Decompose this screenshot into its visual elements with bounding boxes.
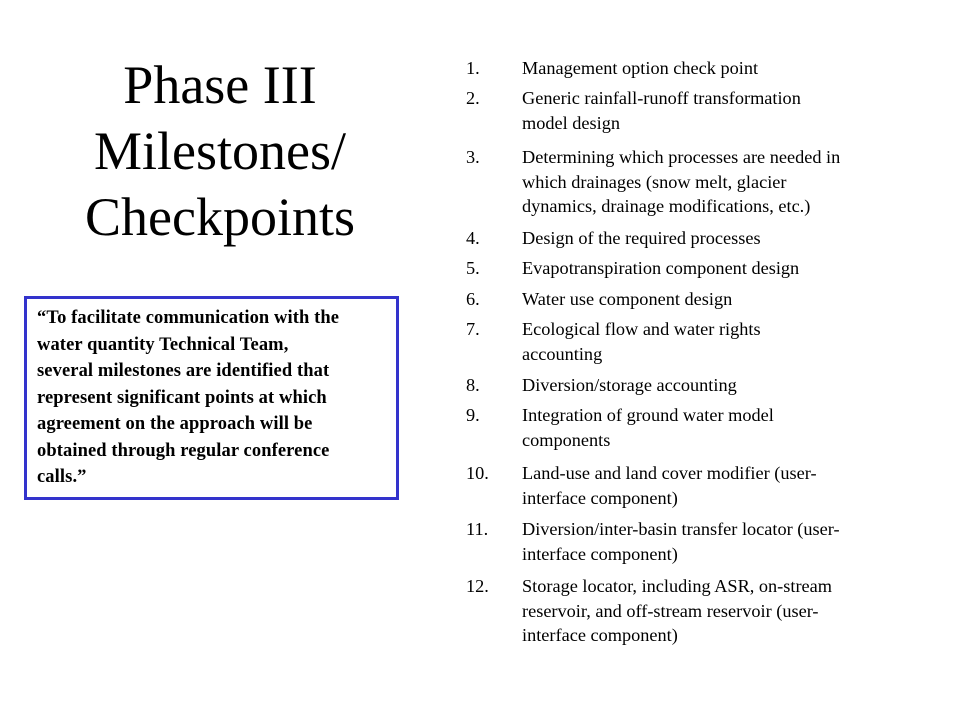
quote-line: calls.”: [37, 467, 87, 487]
quote-box: [24, 296, 399, 500]
milestone-number: 11.: [466, 519, 489, 539]
milestone-text: [522, 86, 936, 135]
milestone-line: which drainages (snow melt, glacier: [522, 171, 787, 192]
milestone-number: 2.: [466, 88, 480, 108]
milestone-line: Diversion/inter-basin transfer locator (user-: [522, 519, 840, 539]
milestone-line: interface component): [522, 625, 678, 645]
milestone-number: 12.: [466, 576, 489, 596]
milestone-line: interface component): [522, 487, 678, 508]
milestone-number: 6.: [466, 289, 480, 309]
milestone-line: accounting: [522, 343, 603, 364]
quote-line: water quantity Technical Team,: [37, 334, 289, 355]
quote-line: represent significant points at which: [37, 387, 327, 408]
quote-line: several milestones are identified that: [37, 361, 330, 381]
milestone-number: 9.: [466, 405, 480, 425]
milestone-text: [522, 317, 936, 366]
quote-line: obtained through regular conference: [37, 440, 330, 461]
milestone-number: 5.: [466, 258, 480, 278]
quote-line: “To facilitate communication with the: [37, 308, 340, 328]
milestone-line: Integration of ground water model: [522, 405, 774, 425]
milestone-text: [522, 373, 936, 398]
milestone-line: model design: [522, 112, 620, 133]
milestone-number: 3.: [466, 147, 480, 167]
title-line: Checkpoints: [85, 187, 355, 247]
milestone-line: reservoir, and off-stream reservoir (user-: [522, 600, 819, 621]
milestone-line: Determining which processes are needed in: [522, 147, 841, 167]
milestone-line: Storage locator, including ASR, on-stream: [522, 576, 832, 596]
milestone-number: 8.: [466, 375, 480, 395]
milestone-text: [522, 574, 936, 648]
milestone-text: [522, 145, 936, 219]
milestone-text: [522, 226, 936, 251]
milestone-line: Evapotranspiration component design: [522, 258, 800, 278]
milestone-line: Land-use and land cover modifier (user-: [522, 463, 817, 483]
title-line: Milestones/: [94, 121, 346, 181]
milestone-line: dynamics, drainage modifications, etc.): [522, 196, 811, 216]
milestone-line: Water use component design: [522, 289, 733, 309]
milestone-text: [522, 403, 936, 452]
milestone-number: 1.: [466, 58, 480, 78]
milestone-line: interface component): [522, 543, 678, 564]
milestone-line: Management option check point: [522, 58, 759, 78]
milestone-line: Generic rainfall-runoff transformation: [522, 88, 801, 108]
milestone-text: [522, 256, 936, 281]
title-line: Phase III: [123, 55, 317, 115]
milestone-line: Design of the required processes: [522, 228, 761, 248]
milestone-number: 10.: [466, 463, 489, 483]
slide-title: [40, 52, 400, 250]
milestone-number: 4.: [466, 228, 480, 248]
milestone-text: [522, 517, 936, 566]
milestone-number: 7.: [466, 319, 480, 339]
milestone-line: components: [522, 429, 611, 450]
quote-line: agreement on the approach will be: [37, 414, 313, 434]
milestone-text: [522, 287, 936, 312]
milestone-text: [522, 461, 936, 510]
milestone-line: Ecological flow and water rights: [522, 319, 761, 339]
milestone-line: Diversion/storage accounting: [522, 375, 737, 395]
milestone-text: [522, 56, 936, 81]
